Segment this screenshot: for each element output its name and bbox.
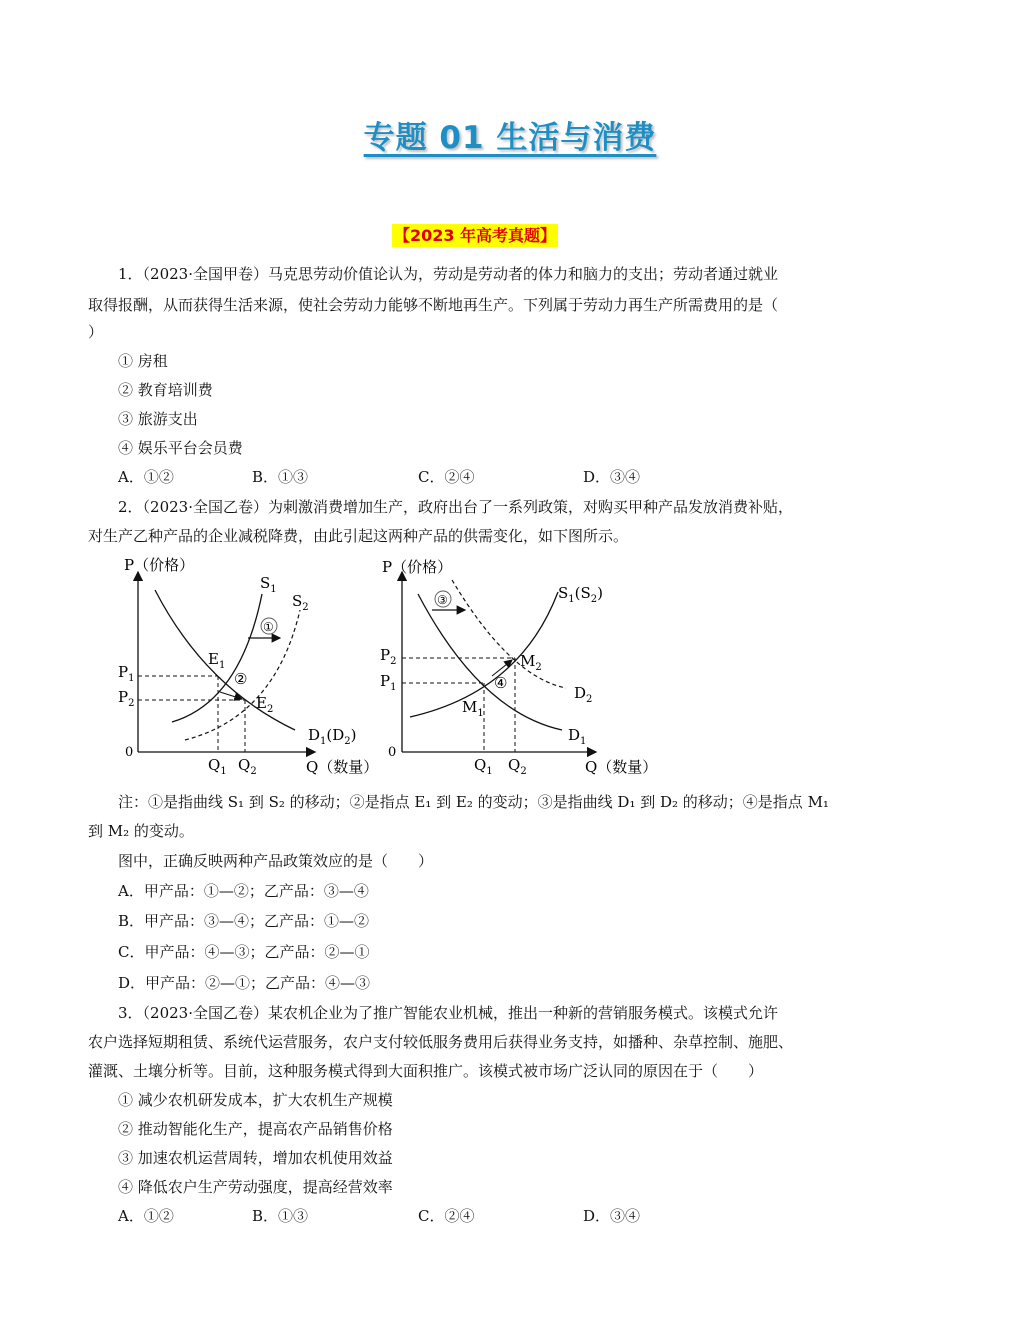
y-axis-label: P（价格）	[124, 556, 195, 574]
x-axis-label: Q（数量）	[585, 758, 658, 776]
supply-demand-graph-right	[370, 552, 670, 784]
q3-option-a: A．①②	[118, 1207, 174, 1225]
q2-note-line-2: 到 M₂ 的变动。	[88, 822, 194, 840]
m2-label: $M_2$	[520, 652, 542, 673]
q2-option-d: D．甲产品：②—①；乙产品：④—③	[118, 974, 371, 992]
e2-label: $E_2$	[256, 694, 274, 715]
q3-item-1: ① 减少农机研发成本，扩大农机生产规模	[118, 1091, 393, 1109]
q2-stem: 图中，正确反映两种产品政策效应的是（ ）	[118, 852, 434, 870]
s-label: $S_1(S_2)$	[558, 584, 604, 605]
marker-2: ②	[234, 670, 248, 688]
q3-item-2: ② 推动智能化生产，提高农产品销售价格	[118, 1120, 393, 1138]
q2-option-b: B．甲产品：③—④；乙产品：①—②	[118, 912, 370, 930]
q3-line-1: 3．（2023·全国乙卷）某农机企业为了推广智能农业机械，推出一种新的营销服务模式。该模式允许	[118, 1004, 778, 1022]
q2-label: $Q_2$	[238, 756, 257, 777]
section-heading	[0, 223, 950, 246]
q3-item-3: ③ 加速农机运营周转，增加农机使用效益	[118, 1149, 393, 1167]
supply-demand-graph-left	[110, 552, 379, 784]
q3-line-2: 农户选择短期租赁、系统代运营服务，农户支付较低服务费用后获得业务支持，如播种、杂草控制、施肥、	[88, 1033, 794, 1051]
section-heading-text: 【2023 年高考真题】	[393, 226, 557, 245]
q1-item-3: ③ 旅游支出	[118, 410, 198, 428]
marker-4: ④	[494, 674, 508, 692]
q1-line-1: 1．（2023·全国甲卷）马克思劳动价值论认为，劳动是劳动者的体力和脑力的支出；劳动者通过就业	[118, 265, 778, 283]
p2-label: $P_2$	[380, 646, 397, 667]
q1-item-1: ① 房租	[118, 352, 168, 370]
origin-label: 0	[388, 745, 397, 760]
q1-label: $Q_1$	[474, 756, 493, 777]
q2-option-a: A．甲产品：①—②；乙产品：③—④	[118, 882, 369, 900]
q2-line-1: 2．（2023·全国乙卷）为刺激消费增加生产，政府出台了一系列政策，对购买甲种产品发放消费补贴，	[118, 498, 793, 516]
q3-option-d: D．③④	[583, 1207, 641, 1225]
q1-label: $Q_1$	[208, 756, 227, 777]
y-axis-label: P（价格）	[382, 558, 453, 576]
origin-label: 0	[125, 745, 134, 760]
q3-option-b: B．①③	[252, 1207, 309, 1225]
x-axis-label: Q（数量）	[306, 758, 379, 776]
q3-line-3: 灌溉、土壤分析等。目前，这种服务模式得到大面积推广。该模式被市场广泛认同的原因在于（ ）	[88, 1062, 764, 1080]
demand-curve-d2	[452, 580, 566, 688]
q2-note-line-1: 注：①是指曲线 S₁ 到 S₂ 的移动；②是指点 E₁ 到 E₂ 的变动；③是指曲线 D₁ 到 D₂ 的移动；④是指点 M₁	[118, 793, 829, 811]
q3-item-4: ④ 降低农户生产劳动强度，提高经营效率	[118, 1178, 393, 1196]
q2-option-c: C．甲产品：④—③；乙产品：②—①	[118, 943, 370, 961]
e1-label: $E_1$	[208, 650, 226, 671]
q1-item-2: ② 教育培训费	[118, 381, 213, 399]
d-label: $D_1(D_2)$	[308, 726, 357, 747]
q1-option-b: B．①③	[252, 468, 309, 486]
p2-label: $P_2$	[118, 688, 135, 709]
q1-line-2: 取得报酬，从而获得生活来源，使社会劳动力能够不断地再生产。下列属于劳动力再生产所需费用的是（	[88, 296, 779, 314]
page-title: 专题 01 生活与消费	[363, 120, 657, 156]
m1-label: $M_1$	[462, 698, 484, 719]
p1-label: $P_1$	[380, 672, 397, 693]
q1-line-3: ）	[88, 323, 104, 341]
q2-line-2: 对生产乙种产品的企业减税降费，由此引起这两种产品的供需变化，如下图所示。	[88, 527, 629, 545]
q1-option-c: C．②④	[418, 468, 475, 486]
q2-label: $Q_2$	[508, 756, 527, 777]
q1-option-d: D．③④	[583, 468, 641, 486]
d2-label: $D_2$	[574, 684, 593, 705]
marker-1: ①	[263, 620, 274, 634]
q1-option-a: A．①②	[118, 468, 174, 486]
s1-label: $S_1$	[260, 574, 277, 595]
q1-item-4: ④ 娱乐平台会员费	[118, 439, 243, 457]
p1-label: $P_1$	[118, 663, 135, 684]
d1-label: $D_1$	[568, 726, 587, 747]
s2-label: $S_2$	[292, 592, 309, 613]
q3-option-c: C．②④	[418, 1207, 475, 1225]
marker-3: ③	[437, 593, 448, 607]
